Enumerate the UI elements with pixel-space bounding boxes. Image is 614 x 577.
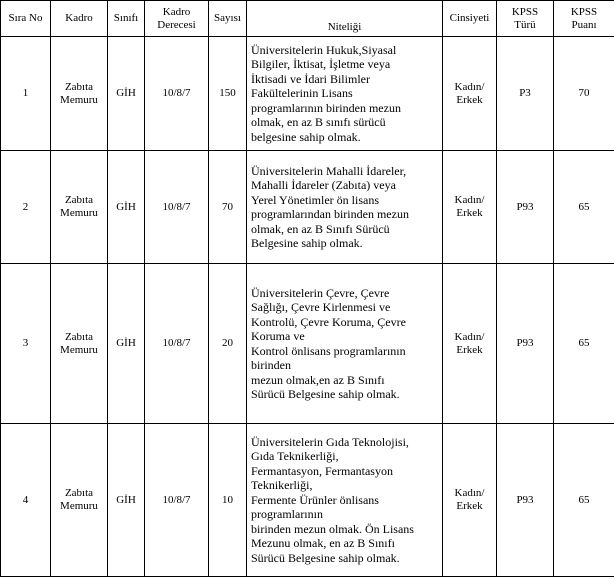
header-kpss-turu-line1: KPSS [497,6,553,19]
cell-kpss-puani: 65 [554,424,614,577]
table-row [1,151,614,264]
cell-kadro-line1: Zabıta [51,331,107,344]
cell-niteligi: Üniversitelerin Gıda Teknolojisi, Gıda Teknikerliği, Fermantasyon, Fermantasyon Teknikerliği, Fermente Ürünler önlisans programlarının birinden mezun olmak. Ön Lisans Mezunu olmak, en az B Sınıfı Sürücü Belgesine sahip olmak. [247,424,443,577]
cell-kpss-puani: 65 [554,264,614,424]
cell-cinsiyeti-line2: Erkek [443,94,496,107]
cell-kpss-turu: P93 [497,424,554,577]
header-sinifi: Sınıfı [108,1,145,37]
header-sira-no: Sıra No [1,1,51,37]
cell-kadro [51,151,108,264]
cell-sayisi: 150 [209,37,247,151]
table-row [1,264,614,424]
table-row [1,424,614,577]
cell-kadro-line2: Memuru [51,94,107,107]
cell-kadro-line1: Zabıta [51,194,107,207]
header-kadro-derecesi [145,1,209,37]
header-kpss-puani-line2: Puanı [554,19,614,32]
cell-cinsiyeti-line1: Kadın/ [443,487,496,500]
cell-derece: 10/8/7 [145,37,209,151]
header-cinsiyeti: Cinsiyeti [443,1,497,37]
cell-sinifi: GİH [108,264,145,424]
cell-derece: 10/8/7 [145,424,209,577]
header-kadro-derecesi-line2: Derecesi [145,19,208,32]
cell-kadro-line1: Zabıta [51,81,107,94]
cell-cinsiyeti [443,264,497,424]
cell-kadro [51,264,108,424]
cell-kpss-puani: 65 [554,151,614,264]
cell-kpss-turu: P93 [497,151,554,264]
cell-kpss-turu: P3 [497,37,554,151]
cell-sinifi: GİH [108,151,145,264]
cell-kadro-line2: Memuru [51,207,107,220]
cell-cinsiyeti [443,37,497,151]
cell-cinsiyeti [443,151,497,264]
header-row [1,1,614,37]
cell-sayisi: 10 [209,424,247,577]
cell-kadro [51,37,108,151]
cell-niteligi: Üniversitelerin Çevre, Çevre Sağlığı, Çevre Kirlenmesi ve Kontrolü, Çevre Koruma, Çevre Koruma ve Kontrol önlisans programlarının birinden mezun olmak,en az B Sınıfı Sürücü Belgesine sahip olmak. [247,264,443,424]
header-kpss-turu-line2: Türü [497,19,553,32]
cell-kadro [51,424,108,577]
cell-kadro-line2: Memuru [51,500,107,513]
header-kpss-puani-line1: KPSS [554,6,614,19]
cell-kpss-turu: P93 [497,264,554,424]
table-row [1,37,614,151]
cell-cinsiyeti-line1: Kadın/ [443,194,496,207]
cell-sira-no: 1 [1,37,51,151]
header-kpss-turu [497,1,554,37]
cell-sayisi: 70 [209,151,247,264]
header-kadro-derecesi-line1: Kadro [145,6,208,19]
cell-sira-no: 3 [1,264,51,424]
cell-niteligi: Üniversitelerin Mahalli İdareler, Mahalli İdareler (Zabıta) veya Yerel Yönetimler ön lisans programlarından birinden mezun olmak, en az B Sınıfı Sürücü Belgesine sahip olmak. [247,151,443,264]
cell-kpss-puani: 70 [554,37,614,151]
header-sayisi: Sayısı [209,1,247,37]
cell-sayisi: 20 [209,264,247,424]
cell-sinifi: GİH [108,424,145,577]
cell-cinsiyeti-line2: Erkek [443,207,496,220]
cell-cinsiyeti-line2: Erkek [443,500,496,513]
cell-niteligi: Üniversitelerin Hukuk,Siyasal Bilgiler, İktisat, İşletme veya İktisadi ve İdari Bilimler Fakültelerinin Lisans programlarının birinden mezun olmak, en az B sınıfı sürücü belgesine sahip olmak. [247,37,443,151]
cell-cinsiyeti-line1: Kadın/ [443,331,496,344]
cell-kadro-line2: Memuru [51,344,107,357]
cell-sira-no: 2 [1,151,51,264]
header-kpss-puani [554,1,614,37]
header-niteligi: Niteliği [247,1,443,37]
cell-derece: 10/8/7 [145,151,209,264]
cell-sira-no: 4 [1,424,51,577]
cell-kadro-line1: Zabıta [51,487,107,500]
cell-derece: 10/8/7 [145,264,209,424]
header-kadro: Kadro [51,1,108,37]
cell-cinsiyeti-line1: Kadın/ [443,81,496,94]
cell-cinsiyeti [443,424,497,577]
cell-cinsiyeti-line2: Erkek [443,344,496,357]
cell-sinifi: GİH [108,37,145,151]
